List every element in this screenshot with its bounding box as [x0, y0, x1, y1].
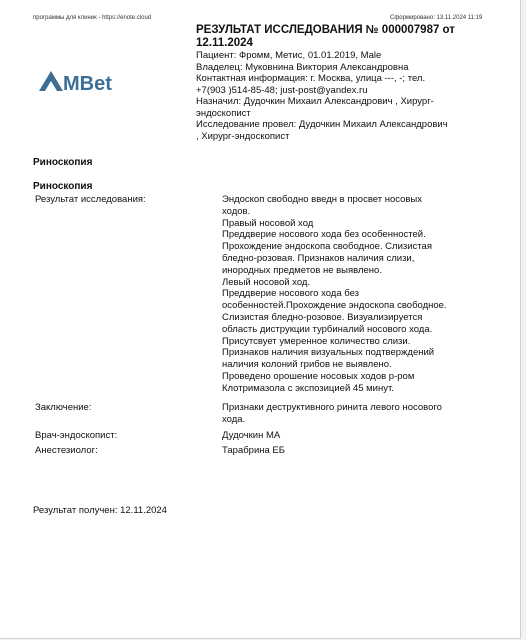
result-line: Эндоскоп свободно введн в просвет носовых: [222, 194, 423, 205]
contact-info: Контактная информация: г. Москва, улица ---, -; тел.: [196, 73, 426, 84]
conclusion-line: хода.: [222, 413, 246, 425]
performed-by: Исследование провел: Дудочкин Михаил Александрович: [196, 119, 448, 130]
assigned-by-role: эндоскопист: [196, 107, 251, 119]
result-received: Результат получен: 12.11.2024: [33, 505, 167, 516]
result-line: ходов.: [222, 205, 251, 217]
result-line: Слизистая бледно-розовое. Визуализируется: [222, 311, 423, 323]
performed-by-role: , Хирург-эндоскопист: [196, 130, 290, 142]
result-text: [222, 194, 492, 395]
result-line: инородных предметов не выявлено.: [222, 264, 382, 276]
endoscopist-label: Врач-эндоскопист:: [35, 430, 118, 441]
result-line: Левый носовой ход.: [222, 276, 311, 288]
result-line: Преддверие носового хода без особенностей.: [222, 229, 426, 241]
result-line: Клотримазола с экспозицией 45 минут.: [222, 382, 394, 394]
owner-info: Владелец: Муковнина Виктория Александровна: [196, 61, 409, 73]
report-date: 12.11.2024: [196, 37, 253, 49]
result-line: бледно-розовая. Признаков наличия слизи,: [222, 252, 415, 264]
result-label: Результат исследования:: [35, 194, 146, 205]
conclusion-text: [222, 402, 492, 426]
anesthesiologist-name: Тарабрина ЕБ: [222, 445, 285, 456]
result-line: Прохождение эндоскопа свободное. Слизистая: [222, 241, 432, 253]
result-line: Присутсвует умеренное количество слизи.: [222, 335, 411, 347]
subsection-title: Риноскопия: [33, 181, 93, 192]
report-title: РЕЗУЛЬТАТ ИССЛЕДОВАНИЯ № 000007987 от: [196, 24, 455, 36]
generated-timestamp: Сформировано: 13.11.2024 11:19: [390, 15, 483, 21]
result-line: особенностей.Прохождение эндоскопа свободное.: [222, 300, 447, 312]
result-line: Преддверие носового хода без: [222, 288, 360, 300]
conclusion-line: Признаки деструктивного ринита левого носового: [222, 402, 442, 413]
section-title: Риноскопия: [33, 157, 93, 168]
patient-info: Пациент: Фромм, Метис, 01.01.2019, Male: [196, 50, 382, 61]
anesthesiologist-label: Анестезиолог:: [35, 445, 98, 456]
result-line: область диструкции турбиналий носового хода.: [222, 323, 433, 335]
result-line: Правый носовой ход: [222, 217, 314, 229]
svg-text:MBet: MBet: [63, 73, 112, 95]
result-line: наличия колоний грибов не выявлено.: [222, 359, 392, 371]
contact-info-phone: +7(903 )514-85-48; just-post@yandex.ru: [196, 84, 368, 96]
conclusion-label: Заключение:: [35, 402, 92, 413]
source-note: программы для клиник - https://enote.cloud: [33, 15, 152, 21]
clinic-logo: [37, 67, 137, 97]
endoscopist-name: Дудочкин МА: [222, 430, 281, 441]
assigned-by: Назначил: Дудочкин Михаил Александрович , Хирург-: [196, 96, 434, 107]
result-line: Проведено орошение носовых ходов р-ром: [222, 370, 415, 382]
report-header: [196, 24, 496, 142]
result-line: Признаков наличия визуальных подтверждений: [222, 347, 435, 359]
